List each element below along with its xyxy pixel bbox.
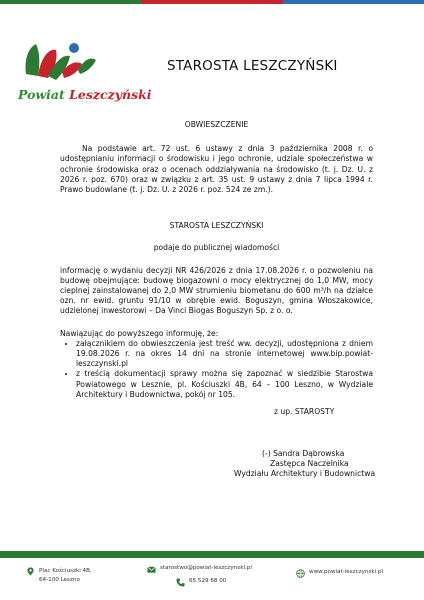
location-pin-icon: [26, 567, 35, 576]
footer-phone: [176, 578, 226, 587]
footer: [0, 560, 424, 600]
intro-line: Nawiązując do powyższego informuję, że:: [60, 328, 219, 338]
footer-address: [26, 567, 92, 585]
powiat-logo-icon: [18, 30, 118, 92]
phone-icon: [176, 578, 185, 587]
footer-website[interactable]: [296, 569, 383, 578]
top-bar-green: [0, 0, 141, 4]
page-title: STAROSTA LESZCZYŃSKI: [167, 58, 338, 74]
footer-email[interactable]: [147, 565, 252, 574]
mail-icon: [147, 565, 156, 574]
list-item: • załącznikiem do obwieszczenia jest treść ww. decyzji, udostępniona z dniem 19.08.2026 r. na okres 14 dni na stronie internetowej www.bip.powiat-leszczynski.pl: [76, 339, 373, 370]
logo-text: Powiat Leszczyński: [18, 87, 152, 102]
website-link[interactable]: www.powiat-leszczynski.pl: [309, 569, 384, 575]
authority-name: STAROSTA LESZCZYŃSKI: [169, 221, 264, 231]
letterhead: [0, 18, 424, 102]
doc-heading: OBWIESZCZENIE: [184, 120, 249, 129]
signer-name: (-) Sandra Dąbrowska: [262, 449, 345, 458]
legal-basis-paragraph: Na podstawie art. 72 ust. 6 ustawy z dnia 3 października 2008 r. o udostępnianiu informacji o środowisku i jego ochronie, udziale społeczeństwa w ochronie środowiska oraz o ocenach oddziaływania na środowisko (t. j. Dz. U. z 2026 r. poz. 670) oraz w związku z art. 35 ust. 9 ustawy z dnia 7 lipca 1994 r. Prawo budowlane (t. j. Dz. U. z 2026 r. poz. 524 ze zm.).: [60, 144, 373, 195]
address-line-2: 64-100 Leszno: [39, 577, 80, 583]
list-item: • z treścią dokumentacji sprawy można się zapoznać w siedzibie Starostwa Powiatowego w Lesznie, pl. Kościuszki 4B, 64 – 100 Leszno, w Wydziale Architektury i Budownictwa, pokój nr 105.: [76, 369, 373, 400]
email-link[interactable]: starostwo@powiat-leszczynski.pl: [160, 565, 252, 571]
for-starosta: z up. STAROSTY: [274, 407, 335, 416]
top-bar-blue: [283, 0, 424, 4]
top-color-bar: [0, 0, 424, 4]
address-line-1: Plac Kościuszki 4B,: [39, 568, 92, 574]
top-bar-red: [141, 0, 282, 4]
doc-subheading: podaje do publicznej wiadomości: [153, 243, 280, 253]
footer-divider: [0, 551, 424, 558]
phone-number: 65 529 68 00: [189, 578, 227, 584]
decision-paragraph: informację o wydaniu decyzji NR 426/2026 z dnia 17.08.2026 r. o pozwoleniu na budowę obejmujące: budowę biogazowni o mocy elektrycznej do 1,0 MW, mocy cieplnej zainstalowanej do 2,0 MW strumieniu biometanu do 600 m³/h na działce ozn. nr ewid. gruntu 91/10 w obrębie ewid. Boguszyn, gmina Włoszakowice, udzielonej inwestorowi – Da Vinci Biogas Boguszyn Sp. z o. o.: [60, 265, 373, 316]
globe-icon: [296, 569, 305, 578]
info-list: [60, 339, 373, 400]
signer-department: Wydziału Architektury i Budownictwa: [234, 469, 376, 478]
document-body: [60, 120, 373, 400]
signer-role: Zastępca Naczelnika: [270, 459, 349, 468]
